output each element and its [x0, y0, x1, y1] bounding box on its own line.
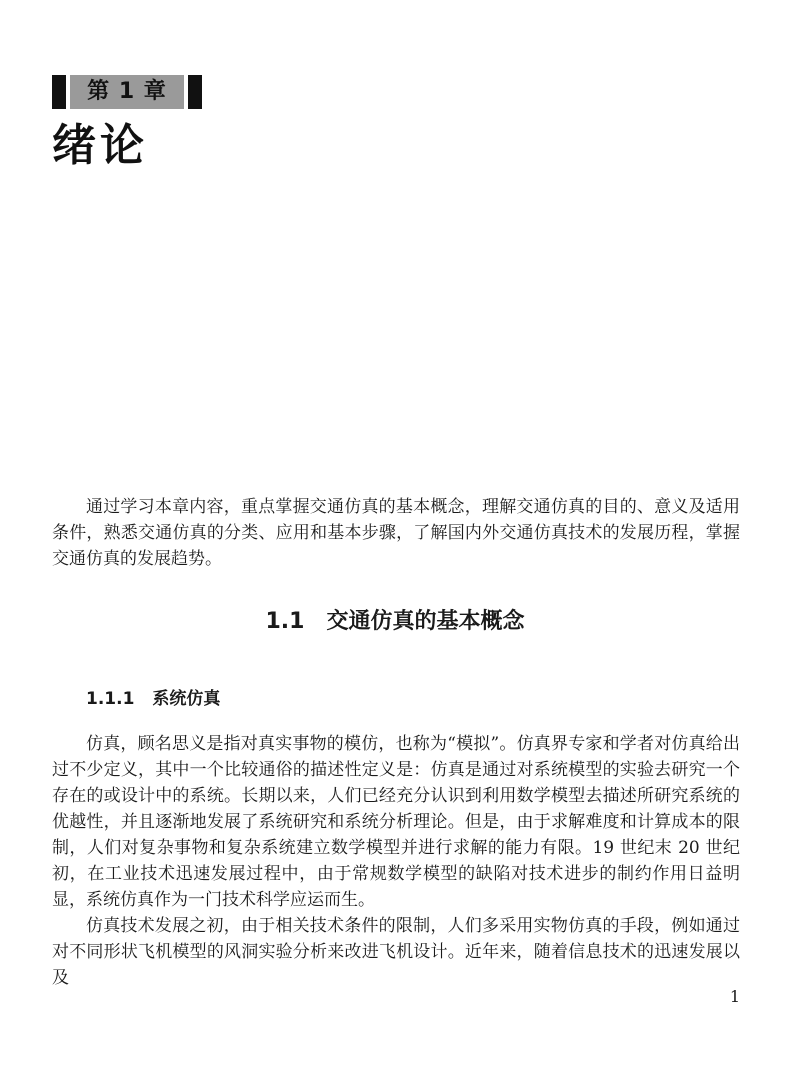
- chapter-label: 第 1 章: [70, 75, 184, 109]
- body-text: [52, 731, 740, 991]
- section-number: 1.1: [265, 609, 305, 634]
- paragraph: 仿真，顾名思义是指对真实事物的模仿，也称为“模拟”。仿真界专家和学者对仿真给出过不少定义，其中一个比较通俗的描述性定义是：仿真是通过对系统模型的实验去研究一个存在的或设计中的系统。长期以来，人们已经充分认识到利用数学模型去描述所研究系统的优越性，并且逐渐地发展了系统研究和系统分析理论。但是，由于求解难度和计算成本的限制，人们对复杂事物和复杂系统建立数学模型并进行求解的能力有限。19 世纪末 20 世纪初，在工业技术迅速发展过程中，由于常规数学模型的缺陷对技术进步的制约作用日益明显，系统仿真作为一门技术科学应运而生。: [52, 734, 740, 910]
- section-heading: [0, 606, 790, 638]
- intro-paragraph: 通过学习本章内容，重点掌握交通仿真的基本概念，理解交通仿真的目的、意义及适用条件，熟悉交通仿真的分类、应用和基本步骤，了解国内外交通仿真技术的发展历程，掌握交通仿真的发展趋势。: [52, 497, 740, 569]
- subsection-title: 系统仿真: [152, 689, 221, 709]
- subsection-heading: [86, 686, 220, 712]
- chapter-banner: [52, 75, 206, 109]
- subsection-number: 1.1.1: [86, 689, 135, 709]
- paragraph: 仿真技术发展之初，由于相关技术条件的限制，人们多采用实物仿真的手段，例如通过对不同形状飞机模型的风洞实验分析来改进飞机设计。近年来，随着信息技术的迅速发展以及: [52, 916, 740, 988]
- page-number: 1: [729, 987, 740, 1006]
- banner-bar-right: [188, 75, 202, 109]
- section-title: 交通仿真的基本概念: [326, 609, 525, 634]
- chapter-title: 绪论: [52, 120, 148, 171]
- banner-bar-left: [52, 75, 66, 109]
